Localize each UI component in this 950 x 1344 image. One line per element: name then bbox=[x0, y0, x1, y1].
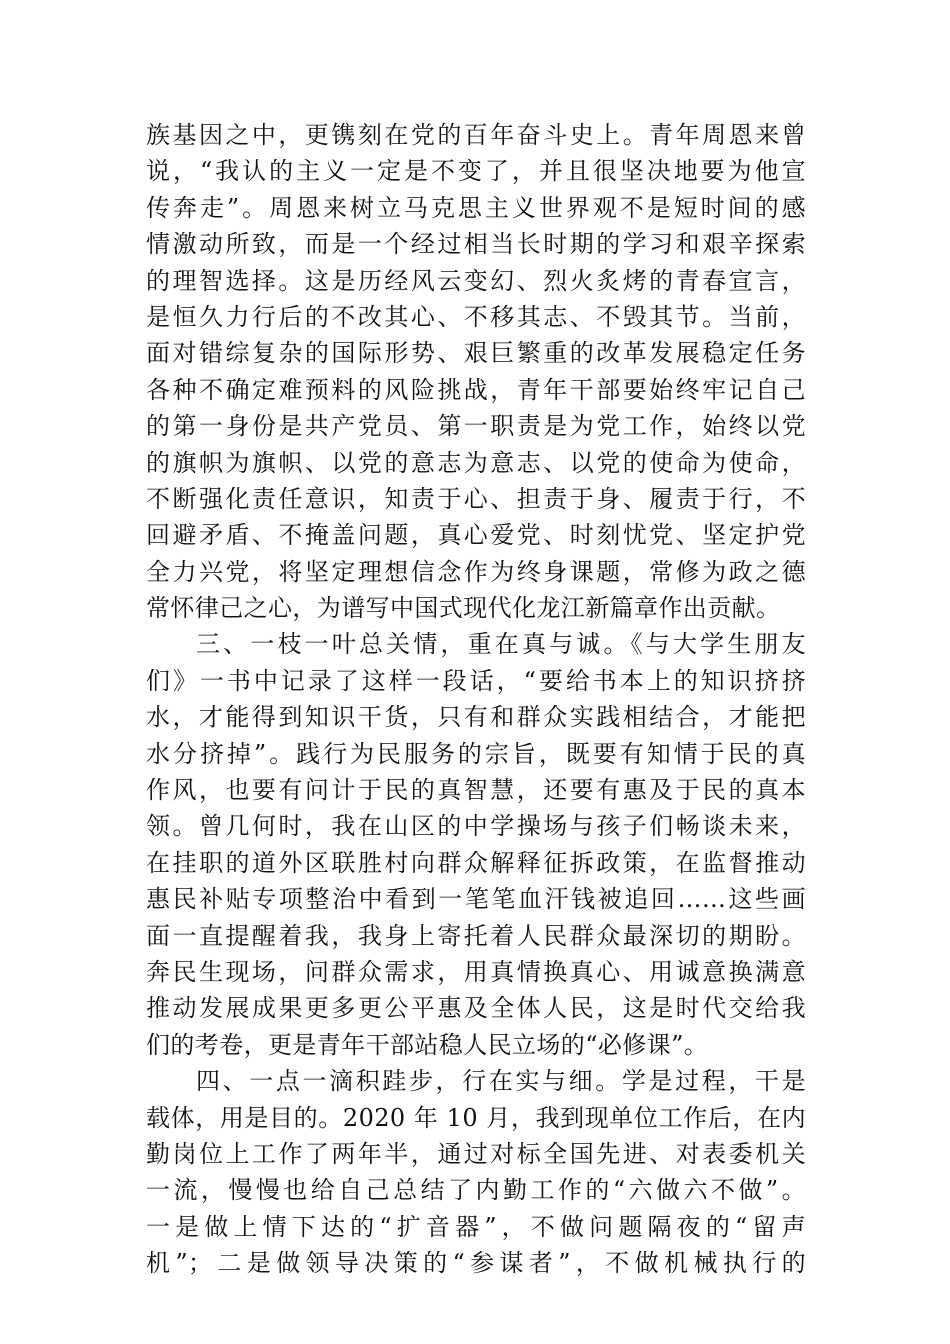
text-line: 在挂职的道外区联胜村向群众解释征拆政策，在监督推动 bbox=[146, 848, 806, 877]
body-text bbox=[146, 117, 806, 1282]
text-line: 不断强化责任意识，知责于心、担责于身、履责于行，不 bbox=[146, 484, 806, 513]
text-line: 回避矛盾、不掩盖问题，真心爱党、时刻忧党、坚定护党 bbox=[146, 521, 806, 550]
text-line: 的第一身份是共产党员、第一职责是为党工作，始终以党 bbox=[146, 412, 806, 441]
text-line: 面对错综复杂的国际形势、艰巨繁重的改革发展稳定任务 bbox=[146, 339, 806, 368]
text-line: 的理智选择。这是历经风云变幻、烈火炙烤的青春宣言， bbox=[146, 266, 806, 295]
text-line: 情激动所致，而是一个经过相当长时期的学习和艰辛探索 bbox=[146, 230, 806, 259]
text-line: 推动发展成果更多更公平惠及全体人民，这是时代交给我 bbox=[146, 994, 806, 1023]
text-line: 们的考卷，更是青年干部站稳人民立场的“必修课”。 bbox=[146, 1030, 709, 1059]
text-line: 载体，用是目的。2020 年 10 月，我到现单位工作后，在内 bbox=[146, 1103, 806, 1132]
text-line: 面一直提醒着我，我身上寄托着人民群众最深切的期盼。 bbox=[146, 921, 806, 950]
text-line: 领。曾几何时，我在山区的中学操场与孩子们畅谈未来， bbox=[146, 812, 806, 841]
text-line: 一是做上情下达的“扩音器”，不做问题隔夜的“留声 bbox=[146, 1212, 806, 1241]
text-line: 常怀律己之心，为谱写中国式现代化龙江新篇章作出贡献。 bbox=[146, 594, 781, 623]
text-line: 奔民生现场，问群众需求，用真情换真心、用诚意换满意 bbox=[146, 957, 806, 986]
text-line: 全力兴党，将坚定理想信念作为终身课题，常修为政之德 bbox=[146, 557, 806, 586]
text-line: 惠民补贴专项整治中看到一笔笔血汗钱被追回……这些画 bbox=[146, 885, 806, 914]
text-line: 作风，也要有问计于民的真智慧，还要有惠及于民的真本 bbox=[146, 776, 806, 805]
text-line: 是恒久力行后的不改其心、不移其志、不毁其节。当前， bbox=[146, 302, 806, 331]
text-line: 水分挤掉”。践行为民服务的宗旨，既要有知情于民的真 bbox=[146, 739, 806, 768]
text-line: 勤岗位上工作了两年半，通过对标全国先进、对表委机关 bbox=[146, 1139, 806, 1168]
text-line: 四、一点一滴积跬步，行在实与细。学是过程，干是 bbox=[196, 1067, 806, 1096]
text-line: 族基因之中，更镌刻在党的百年奋斗史上。青年周恩来曾 bbox=[146, 121, 806, 149]
text-line: 各种不确定难预料的风险挑战，青年干部要始终牢记自己 bbox=[146, 375, 806, 404]
text-line: 水，才能得到知识干货，只有和群众实践相结合，才能把 bbox=[146, 703, 806, 732]
text-line: 传奔走”。周恩来树立马克思主义世界观不是短时间的感 bbox=[146, 193, 806, 222]
text-line: 说，“我认的主义一定是不变了，并且很坚决地要为他宣 bbox=[146, 157, 806, 186]
text-line: 三、一枝一叶总关情，重在真与诚。《与大学生朋友 bbox=[196, 630, 806, 659]
text-line: 机”；二是做领导决策的“参谋者”，不做机械执行的 bbox=[146, 1249, 806, 1278]
text-line: 的旗帜为旗帜、以党的意志为意志、以党的使命为使命， bbox=[146, 448, 806, 477]
text-line: 一流，慢慢也给自己总结了内勤工作的“六做六不做”。 bbox=[146, 1176, 806, 1205]
text-line: 们》一书中记录了这样一段话，“要给书本上的知识挤挤 bbox=[146, 666, 806, 695]
